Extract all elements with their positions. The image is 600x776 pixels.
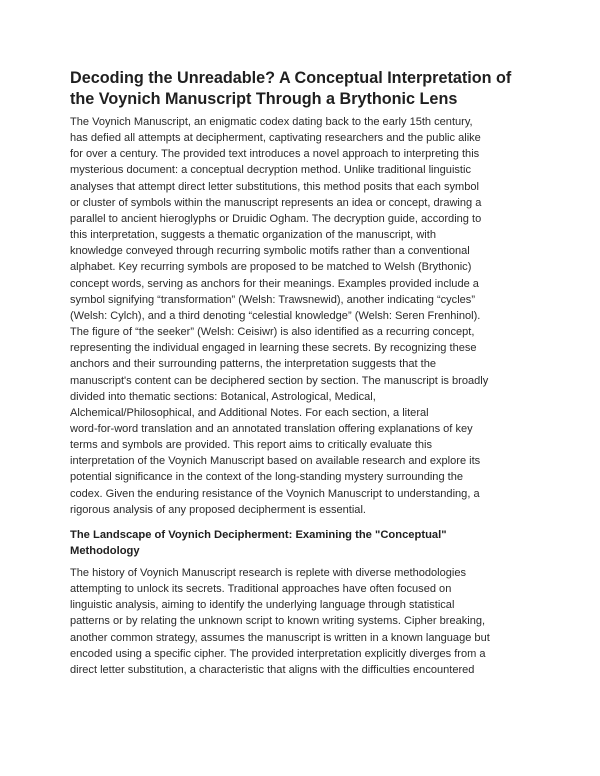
text-line: rigorous analysis of any proposed decipherment is essential. (70, 503, 366, 516)
text-line: The history of Voynich Manuscript research is replete with diverse methodologies (70, 566, 467, 579)
text-line: patterns or by relating the unknown script to known writing systems. Cipher breaking, (70, 615, 486, 628)
text-line: analyses that attempt direct letter substitutions, this method posits that each symbol (70, 180, 479, 193)
heading-line: Methodology (70, 545, 140, 558)
document-title (70, 68, 530, 110)
text-line: has defied all attempts at decipherment, captivating researchers and the public alike (70, 132, 481, 145)
methodology-paragraph (70, 565, 530, 678)
text-line: codex. Given the enduring resistance of the Voynich Manuscript to understanding, a (70, 487, 480, 500)
text-line: concept words, serving as anchors for their meanings. Examples provided include a (70, 277, 479, 290)
text-line: alphabet. Key recurring symbols are proposed to be matched to Welsh (Brythonic) (70, 261, 472, 274)
text-line: The figure of “the seeker” (Welsh: Ceisiwr) is also identified as a recurring concept, (70, 326, 475, 339)
text-line: word-for-word translation and an annotated translation offering explanations of key (70, 422, 473, 435)
text-line: Alchemical/Philosophical, and Additional Notes. For each section, a literal (70, 406, 429, 419)
text-line: knowledge conveyed through recurring symbolic motifs rather than a conventional (70, 245, 470, 258)
text-line: attempting to unlock its secrets. Traditional approaches have often focused on (70, 583, 452, 596)
text-line: parallel to ancient hieroglyphs or Druidic Ogham. The decryption guide, according to (70, 212, 482, 225)
text-line: potential significance in the context of the long-standing mystery surrounding the (70, 471, 464, 484)
text-line: for over a century. The provided text introduces a novel approach to interpreting this (70, 148, 480, 161)
text-line: divided into thematic sections: Botanical, Astrological, Medical, (70, 390, 376, 403)
text-line: anchors and their surrounding patterns, the interpretation suggests that the (70, 358, 437, 371)
text-line: direct letter substitution, a characteristic that aligns with the difficulties encountered (70, 663, 475, 676)
intro-paragraph (70, 114, 530, 518)
text-line: interpretation of the Voynich Manuscript based on available research and explore its (70, 455, 481, 468)
title-line: the Voynich Manuscript Through a Brythonic Lens (70, 90, 458, 108)
text-line: encoded using a specific cipher. The provided interpretation explicitly diverges from a (70, 647, 486, 660)
text-line: or cluster of symbols within the manuscript represents an idea or concept, drawing a (70, 196, 482, 209)
text-line: linguistic analysis, aiming to identify the underlying language through statistical (70, 599, 455, 612)
text-line: representing the individual engaged in learning these secrets. By recognizing these (70, 342, 477, 355)
section-heading (70, 527, 530, 560)
text-line: another common strategy, assumes the manuscript is written in a known language but (70, 631, 490, 644)
text-line: The Voynich Manuscript, an enigmatic codex dating back to the early 15th century, (70, 116, 473, 128)
text-line: manuscript's content can be deciphered section by section. The manuscript is broadly (70, 374, 489, 387)
text-line: (Welsh: Cylch), and a third denoting “celestial knowledge” (Welsh: Seren Frenhinol). (70, 309, 481, 322)
text-line: terms and symbols are provided. This report aims to critically evaluate this (70, 439, 433, 452)
text-line: this interpretation, suggests a thematic organization of the manuscript, with (70, 229, 436, 242)
heading-line: The Landscape of Voynich Decipherment: Examining the "Conceptual" (70, 528, 447, 541)
text-line: symbol signifying “transformation” (Welsh: Trawsnewid), another indicating “cycles” (70, 293, 475, 306)
title-line: Decoding the Unreadable? A Conceptual Interpretation of (70, 69, 512, 87)
text-line: mysterious document: a conceptual decryption method. Unlike traditional linguistic (70, 164, 471, 177)
